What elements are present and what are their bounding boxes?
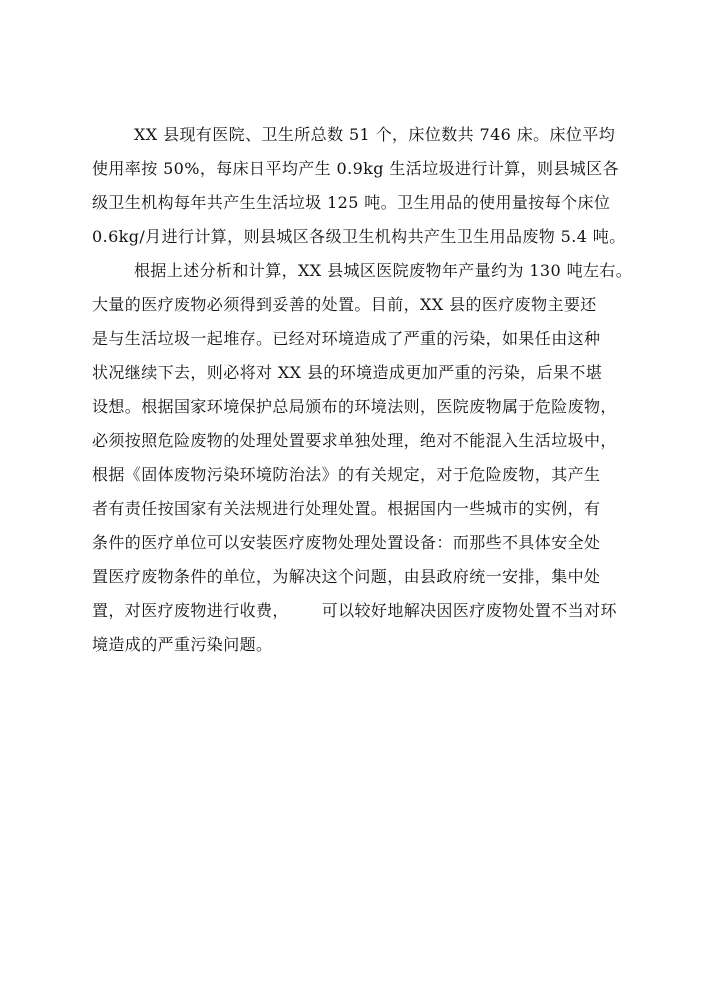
paragraph-2-line-7: 根据《固体废物污染环境防治法》的有关规定，对于危险废物，其产生 — [92, 465, 601, 484]
paragraph-2-line-6: 必须按照危险废物的处理处置要求单独处理，绝对不能混入生活垃圾中， — [92, 431, 617, 450]
paragraph-1-line-3: 级卫生机构每年共产生生活垃圾 125 吨。卫生用品的使用量按每个床位 — [92, 193, 611, 212]
paragraph-1-line-1: XX 县现有医院、卫生所总数 51 个，床位数共 746 床。床位平均 — [134, 125, 616, 144]
paragraph-2-line-3: 是与生活垃圾一起堆存。已经对环境造成了严重的污染，如果任由这种 — [92, 329, 601, 348]
paragraph-1-line-2: 使用率按 50%，每床日平均产生 0.9kg 生活垃圾进行计算，则县城区各 — [92, 159, 620, 178]
paragraph-2-line-10: 置医疗废物条件的单位，为解决这个问题，由县政府统一安排，集中处 — [92, 567, 601, 586]
paragraph-2-line-9: 条件的医疗单位可以安装医疗废物处理处置设备：而那些不具体安全处 — [92, 533, 601, 552]
paragraph-2-line-1: 根据上述分析和计算，XX 县城区医院废物年产量约为 130 吨左右。 — [134, 261, 633, 280]
paragraph-1-line-4: 0.6kg/月进行计算，则县城区各级卫生机构共产生卫生用品废物 5.4 吨。 — [92, 227, 626, 246]
paragraph-2-line-2: 大量的医疗废物必须得到妥善的处置。目前，XX 县的医疗废物主要还 — [92, 295, 597, 314]
paragraph-2-line-5: 设想。根据国家环境保护总局颁布的环境法则，医院废物属于危险废物， — [92, 397, 617, 416]
paragraph-2-line-12: 境造成的严重污染问题。 — [92, 635, 273, 654]
paragraph-2-line-4: 状况继续下去，则必将对 XX 县的环境造成更加严重的污染，后果不堪 — [92, 363, 603, 382]
paragraph-2-line-11: 置，对医疗废物进行收费， 可以较好地解决因医疗废物处置不当对环 — [92, 601, 617, 620]
paragraph-2-line-8: 者有责任按国家有关法规进行处理处置。根据国内一些城市的实例，有 — [92, 499, 601, 518]
